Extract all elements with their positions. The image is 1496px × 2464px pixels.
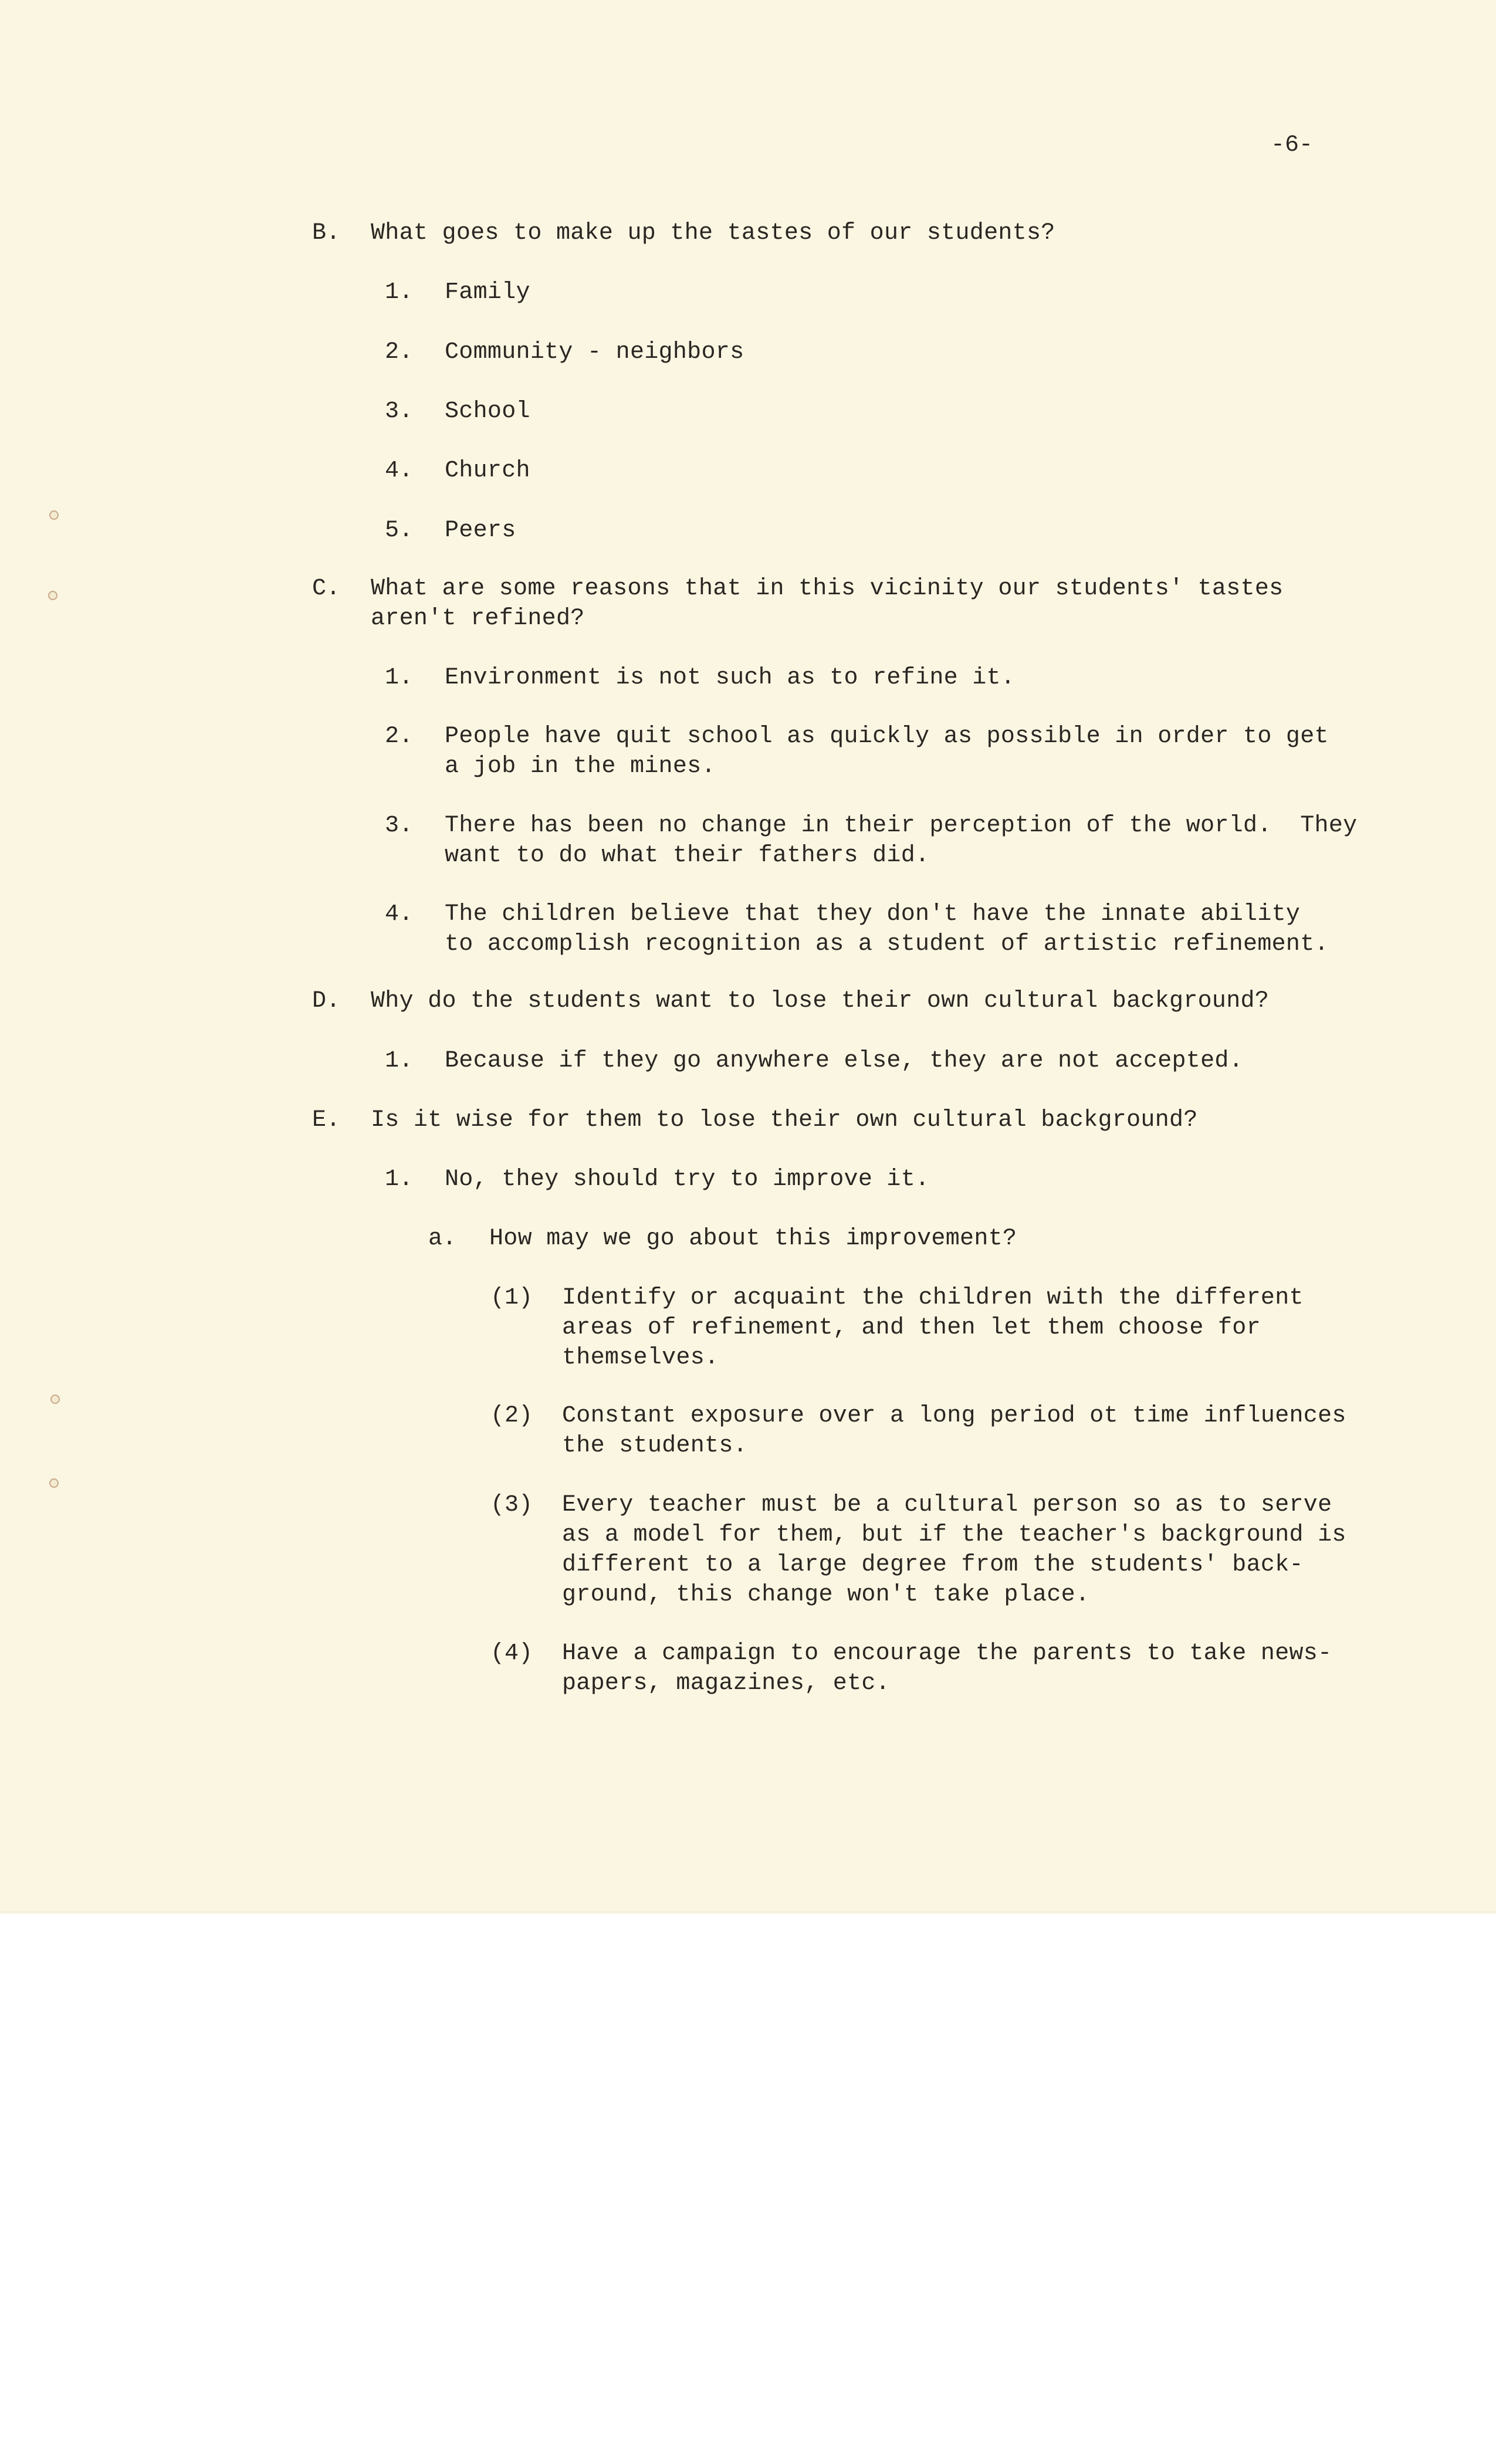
section-e-label: E. (312, 1107, 341, 1133)
section-d-label: D. (312, 988, 341, 1014)
nested-item: Constant exposure over a long period ot time influences (562, 1403, 1346, 1429)
list-item-number: 3. (385, 398, 414, 425)
sub-item: How may we go about this improvement? (489, 1226, 1017, 1252)
nested-item-number: (3) (490, 1492, 533, 1518)
nested-item-number: (2) (490, 1403, 533, 1429)
nested-item-cont: ground, this change won't take place. (562, 1582, 1090, 1608)
binder-hole (49, 510, 59, 520)
nested-item-cont: the students. (562, 1433, 747, 1459)
list-item-number: 1. (385, 665, 414, 691)
sub-item-letter: a. (428, 1226, 457, 1252)
nested-item-cont: as a model for them, but if the teacher's background is (562, 1522, 1346, 1548)
list-item-number: 2. (385, 723, 414, 750)
list-item-cont: want to do what their fathers did. (445, 842, 930, 869)
section-c-question-cont: aren't refined? (371, 605, 585, 632)
binder-hole (49, 1478, 59, 1488)
list-item-number: 1. (385, 279, 414, 306)
list-item: Because if they go anywhere else, they are not accepted. (445, 1048, 1244, 1074)
nested-item: Have a campaign to encourage the parents to take news- (562, 1640, 1332, 1667)
nested-item: Identify or acquaint the children with the different (562, 1285, 1304, 1311)
list-item-number: 4. (385, 458, 414, 484)
section-d-question: Why do the students want to lose their own cultural background? (371, 988, 1270, 1014)
list-item-number: 1. (385, 1048, 414, 1074)
list-item: Environment is not such as to refine it. (445, 665, 1016, 691)
list-item: Church (445, 458, 530, 484)
list-item: Family (445, 279, 530, 306)
list-item: Peers (445, 517, 516, 544)
nested-item-number: (1) (490, 1285, 533, 1311)
list-item-number: 2. (385, 339, 414, 365)
list-item-number: 4. (385, 901, 414, 928)
list-item: People have quit school as quickly as possible in order to get (445, 723, 1329, 750)
nested-item-cont: papers, magazines, etc. (562, 1670, 890, 1697)
page-bottom-edge (0, 1911, 1496, 1915)
binder-hole (50, 1395, 60, 1404)
section-e-question: Is it wise for them to lose their own cultural background? (371, 1107, 1198, 1133)
binder-hole (48, 591, 57, 600)
list-item: Community - neighbors (445, 339, 744, 365)
section-b-question: What goes to make up the tastes of our students? (371, 220, 1055, 246)
nested-item-cont: different to a large degree from the students' back- (562, 1552, 1304, 1578)
nested-item-cont: areas of refinement, and then let them choose for (562, 1315, 1261, 1341)
list-item: School (445, 398, 530, 425)
list-item: No, they should try to improve it. (445, 1166, 930, 1193)
nested-item-number: (4) (490, 1640, 533, 1667)
section-b-label: B. (312, 220, 341, 246)
list-item-number: 5. (385, 517, 414, 544)
list-item-cont: a job in the mines. (445, 753, 716, 780)
list-item-number: 1. (385, 1166, 414, 1193)
list-item-number: 3. (385, 813, 414, 839)
page-number: -6- (1271, 132, 1314, 158)
nested-item: Every teacher must be a cultural person so as to serve (562, 1492, 1332, 1518)
nested-item-cont: themselves. (562, 1345, 719, 1371)
section-c-question: What are some reasons that in this vicinity our students' tastes (371, 576, 1284, 602)
list-item: The children believe that they don't have the innate ability (445, 901, 1301, 928)
list-item: There has been no change in their perception of the world. They (445, 813, 1358, 839)
section-c-label: C. (312, 576, 341, 602)
list-item-cont: to accomplish recognition as a student of artistic refinement. (445, 931, 1329, 957)
